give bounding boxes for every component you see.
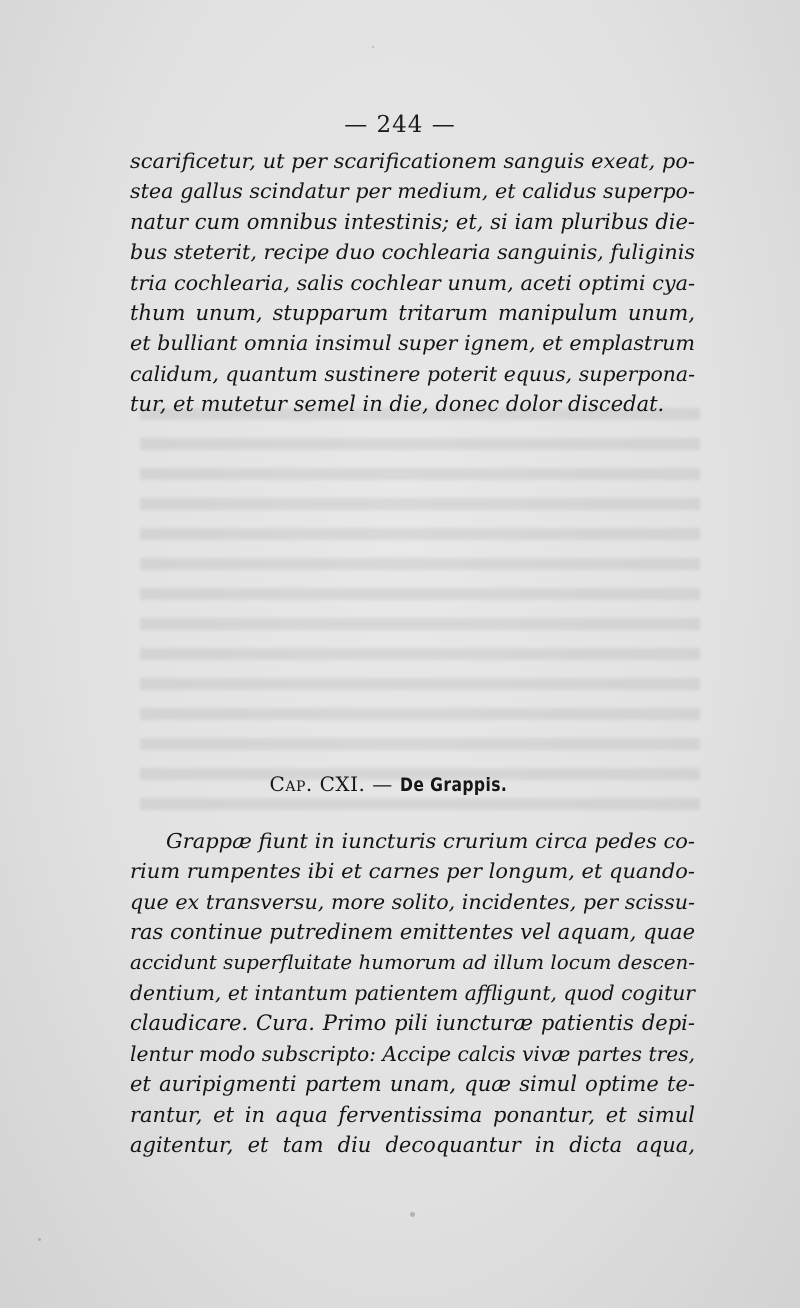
text-line: bus steterit, recipe duo cochlearia sanguinis, fuliginis xyxy=(130,240,695,265)
text-line: lentur modo subscripto: Accipe calcis vivæ partes tres, xyxy=(130,1041,695,1066)
text-line: tria cochlearia, salis cochlear unum, aceti optimi cya- xyxy=(130,270,695,295)
text-line: tur, et mutetur semel in die, donec dolor discedat. xyxy=(130,392,665,417)
text-line: stea gallus scindatur per medium, et calidus superpo- xyxy=(130,179,695,204)
text-line: natur cum omnibus intestinis; et, si iam pluribus die- xyxy=(130,209,695,234)
paper-speck xyxy=(372,46,374,48)
text-line: claudicare. Cura. Primo pili iuncturæ patientis depi- xyxy=(130,1011,695,1036)
text-line: Grappæ fiunt in iuncturis crurium circa pedes co- xyxy=(166,829,695,853)
chapter-title: De Grappis. xyxy=(399,774,507,796)
text-line: et bulliant omnia insimul super ignem, et emplastrum xyxy=(130,331,695,356)
page-number: — 244 — xyxy=(344,112,456,138)
text-line: que ex transversu, more solito, incidentes, per scissu- xyxy=(130,889,695,914)
paragraph-continued xyxy=(130,146,695,420)
bleed-through-texture xyxy=(140,398,700,818)
text-line: et auripigmenti partem unam, quæ simul optime te- xyxy=(130,1072,695,1097)
text-line: ras continue putredinem emittentes vel aquam, quae xyxy=(130,920,695,945)
text-line: calidum, quantum sustinere poterit equus, superpona- xyxy=(130,361,695,386)
chapter-paragraph xyxy=(130,826,695,1160)
text-line: thum unum, stupparum tritarum manipulum unum, xyxy=(130,300,695,325)
paper-speck xyxy=(38,1238,41,1241)
chapter-dash: — xyxy=(372,772,393,796)
text-line: accidunt superfluitate humorum ad illum locum descen- xyxy=(130,950,695,974)
text-line: scarificetur, ut per scarificationem sanguis exeat, po- xyxy=(130,149,695,173)
text-line: rium rumpentes ibi et carnes per longum, et quando- xyxy=(130,859,695,884)
chapter-heading xyxy=(0,772,800,796)
text-line: agitentur, et tam diu decoquantur in dicta aqua, xyxy=(130,1132,695,1157)
paper-speck xyxy=(410,1212,415,1217)
text-line: rantur, et in aqua ferventissima ponantur, et simul xyxy=(130,1102,695,1127)
chapter-label: Cap. CXI. xyxy=(269,772,366,796)
text-line: dentium, et intantum patientem affligunt, quod cogitur xyxy=(130,980,695,1005)
